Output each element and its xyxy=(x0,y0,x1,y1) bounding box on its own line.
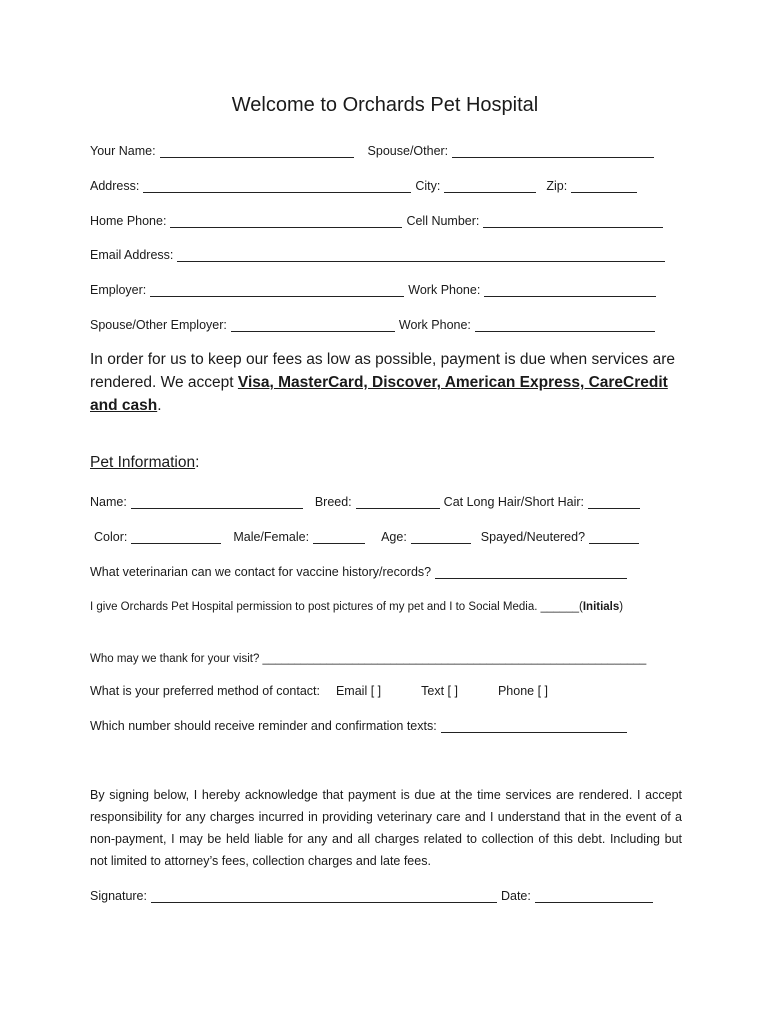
social-media-row xyxy=(90,595,680,613)
spouse-other-label: Spouse/Other: xyxy=(367,144,449,158)
cell-number-label: Cell Number: xyxy=(406,214,480,228)
payment-paragraph xyxy=(90,348,680,417)
email-address-field[interactable] xyxy=(177,247,665,262)
text-option-checkbox[interactable]: Text [ ] xyxy=(421,684,458,698)
spayed-label: Spayed/Neutered? xyxy=(480,530,586,544)
page-title: Welcome to Orchards Pet Hospital xyxy=(231,94,539,116)
employer-field[interactable] xyxy=(150,282,404,297)
pet-row-1 xyxy=(90,491,680,509)
pet-name-label: Name: xyxy=(90,495,127,509)
city-field[interactable] xyxy=(444,178,536,193)
email-option-checkbox[interactable]: Email [ ] xyxy=(335,684,382,698)
date-field[interactable] xyxy=(535,888,653,903)
address-field[interactable] xyxy=(143,178,411,193)
acknowledgement-paragraph: By signing below, I hereby acknowledge that payment is due at the time services are rendered. I accept responsibility for any charges incurred in providing veterinary care and I understand that in the event of a non-payment, I may be held liable for any and all charges related to collection of this debt. Including but not limited to attorney’s fees, collection charges and late fees. xyxy=(90,788,682,868)
your-name-field[interactable] xyxy=(160,143,354,158)
spouse-employer-field[interactable] xyxy=(231,317,395,332)
phone-option-checkbox[interactable]: Phone [ ] xyxy=(497,684,548,698)
signature-label: Signature: xyxy=(90,889,147,903)
social-media-text: I give Orchards Pet Hospital permission to post pictures of my pet and I to Social Media. ______ xyxy=(90,601,579,613)
initials-label: Initials xyxy=(582,601,620,613)
owner-row-4 xyxy=(90,244,680,262)
owner-row-2 xyxy=(90,175,680,193)
pet-row-2 xyxy=(94,526,684,544)
pet-information-heading xyxy=(90,454,199,472)
initials-close: ) xyxy=(619,601,624,613)
spouse-employer-label: Spouse/Other Employer: xyxy=(90,318,227,332)
contact-method-row xyxy=(90,680,680,698)
vet-contact-label: What veterinarian can we contact for vaccine history/records? xyxy=(90,565,432,579)
owner-row-5 xyxy=(90,279,680,297)
initials-open: ( xyxy=(579,601,583,613)
your-name-label: Your Name: xyxy=(90,144,156,158)
thank-visit-label[interactable]: Who may we thank for your visit? ____________________________________________________________ xyxy=(90,653,647,665)
contact-method-label: What is your preferred method of contact: xyxy=(90,684,320,698)
sex-label: Male/Female: xyxy=(233,530,310,544)
spouse-work-phone-label: Work Phone: xyxy=(398,318,471,332)
signature-field[interactable] xyxy=(151,888,497,903)
sex-field[interactable] xyxy=(313,529,365,544)
zip-label: Zip: xyxy=(546,179,568,193)
employer-label: Employer: xyxy=(90,283,147,297)
spouse-other-field[interactable] xyxy=(452,143,654,158)
address-label: Address: xyxy=(90,179,140,193)
spayed-field[interactable] xyxy=(589,529,639,544)
owner-row-1 xyxy=(90,140,680,158)
breed-field[interactable] xyxy=(356,494,440,509)
spouse-work-phone-field[interactable] xyxy=(475,317,655,332)
payment-period: . xyxy=(157,397,162,414)
vet-contact-row xyxy=(90,561,680,579)
date-label: Date: xyxy=(500,889,531,903)
work-phone-field[interactable] xyxy=(484,282,656,297)
color-field[interactable] xyxy=(131,529,221,544)
home-phone-label: Home Phone: xyxy=(90,214,167,228)
breed-label: Breed: xyxy=(314,495,352,509)
thank-visit-row xyxy=(90,647,680,665)
zip-field[interactable] xyxy=(571,178,637,193)
work-phone-label: Work Phone: xyxy=(408,283,481,297)
pet-name-field[interactable] xyxy=(131,494,303,509)
age-label: Age: xyxy=(381,530,407,544)
city-label: City: xyxy=(415,179,441,193)
age-field[interactable] xyxy=(411,529,471,544)
email-address-label: Email Address: xyxy=(90,248,174,262)
reminder-number-label: Which number should receive reminder and confirmation texts: xyxy=(90,719,437,733)
payment-text: In order for us to keep our fees as low as possible, payment is due when services are rendered. We accept xyxy=(90,351,675,391)
owner-row-6 xyxy=(90,314,680,332)
reminder-number-field[interactable] xyxy=(441,718,627,733)
pet-information-colon: : xyxy=(195,454,200,471)
payment-methods: Visa, MasterCard, Discover, American Express, CareCredit and cash xyxy=(90,374,668,414)
owner-row-3 xyxy=(90,210,680,228)
color-label: Color: xyxy=(94,530,128,544)
reminder-number-row xyxy=(90,715,680,733)
hair-field[interactable] xyxy=(588,494,640,509)
cell-number-field[interactable] xyxy=(483,213,663,228)
pet-information-title: Pet Information xyxy=(90,454,196,471)
signature-row xyxy=(90,885,680,903)
vet-contact-field[interactable] xyxy=(435,564,627,579)
home-phone-field[interactable] xyxy=(170,213,402,228)
hair-label: Cat Long Hair/Short Hair: xyxy=(443,495,585,509)
